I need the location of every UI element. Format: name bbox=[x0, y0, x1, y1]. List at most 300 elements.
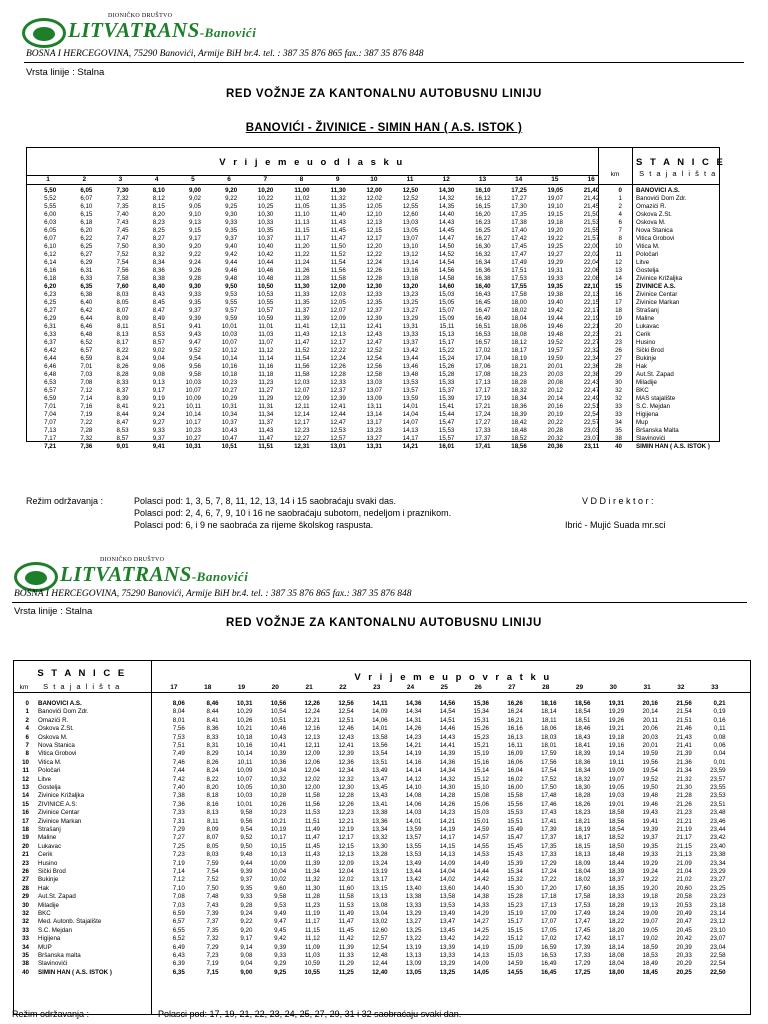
time-cell: 0,06 bbox=[713, 742, 726, 749]
time-cell: 7,42 bbox=[172, 775, 185, 783]
time-cell: 12,60 bbox=[372, 926, 388, 934]
time-cell: 10,32 bbox=[270, 775, 287, 783]
time-cell: 12,15 bbox=[366, 227, 382, 234]
time-cell: 21,43 bbox=[676, 733, 692, 741]
time-cell: 12,58 bbox=[366, 371, 382, 378]
time-cell: 23,57 bbox=[710, 775, 726, 783]
time-cell: 6,29 bbox=[44, 315, 57, 322]
km-cell: 19 bbox=[22, 834, 29, 842]
time-cell: 8,36 bbox=[206, 725, 219, 733]
time-cell: 15,28 bbox=[438, 371, 455, 378]
time-cell: 11,13 bbox=[294, 219, 310, 226]
time-cell: 19,18 bbox=[547, 219, 563, 226]
time-cell: 10,18 bbox=[221, 371, 238, 378]
table-row bbox=[0, 419, 768, 427]
time-cell: 8,23 bbox=[152, 219, 165, 226]
time-cell: 17,25 bbox=[511, 187, 527, 194]
time-cell: 14,19 bbox=[473, 943, 489, 951]
time-cell: 12,30 bbox=[366, 283, 382, 290]
table2-col-number: 31 bbox=[643, 684, 651, 691]
station-name: Bukinje bbox=[38, 876, 59, 884]
time-cell: 13,07 bbox=[366, 387, 382, 394]
table2-col-number: 21 bbox=[305, 684, 313, 691]
time-cell: 19,33 bbox=[547, 275, 563, 282]
time-cell: 14,40 bbox=[438, 211, 455, 218]
table-row bbox=[0, 767, 768, 775]
time-cell: 9,25 bbox=[225, 203, 238, 210]
time-cell: 21,51 bbox=[676, 716, 692, 724]
time-cell: 22,50 bbox=[710, 968, 726, 976]
time-cell: 22,02 bbox=[583, 251, 600, 258]
time-cell: 12,17 bbox=[338, 834, 354, 842]
time-cell: 9,41 bbox=[152, 443, 165, 450]
time-cell: 14,40 bbox=[473, 884, 489, 892]
time-cell: 20,16 bbox=[547, 403, 563, 410]
time-cell: 10,59 bbox=[257, 315, 274, 322]
time-cell: 15,07 bbox=[438, 307, 455, 314]
time-cell: 21,55 bbox=[583, 227, 600, 234]
time-cell: 16,26 bbox=[507, 700, 523, 707]
time-cell: 13,09 bbox=[405, 960, 422, 968]
section1-note-2: Polasci pod: 2, 4, 6, 7, 9, 10 i 16 ne saobraćaju subotom, nedeljom i praznikom. bbox=[134, 508, 452, 518]
time-cell: 15,30 bbox=[507, 884, 523, 892]
time-cell: 21,56 bbox=[676, 700, 692, 707]
time-cell: 11,18 bbox=[258, 371, 274, 378]
time-cell: 11,22 bbox=[294, 251, 310, 258]
table1-col-number: 1 bbox=[46, 176, 50, 183]
time-cell: 18,42 bbox=[511, 419, 527, 426]
time-cell: 15,12 bbox=[507, 935, 523, 943]
time-cell: 7,10 bbox=[172, 884, 185, 892]
time-cell: 12,31 bbox=[294, 443, 310, 450]
time-cell: 8,20 bbox=[206, 784, 219, 791]
time-cell: 15,14 bbox=[473, 767, 489, 775]
table-row bbox=[0, 195, 768, 203]
time-cell: 15,06 bbox=[473, 800, 489, 808]
time-cell: 8,16 bbox=[206, 800, 219, 808]
time-cell: 7,46 bbox=[172, 758, 185, 766]
time-cell: 8,24 bbox=[206, 767, 219, 775]
time-cell: 7,36 bbox=[172, 800, 185, 808]
time-cell: 15,08 bbox=[473, 792, 489, 800]
time-cell: 8,06 bbox=[172, 700, 185, 707]
km-cell: 13 bbox=[22, 784, 29, 791]
time-cell: 8,46 bbox=[206, 700, 219, 707]
time-cell: 13,31 bbox=[366, 443, 382, 450]
time-cell: 12,24 bbox=[330, 355, 346, 362]
time-cell: 6,20 bbox=[80, 227, 93, 234]
km-cell: 30 bbox=[615, 379, 622, 386]
time-cell: 18,32 bbox=[574, 775, 591, 783]
time-cell: 8,33 bbox=[206, 733, 219, 741]
time-cell: 8,17 bbox=[116, 339, 129, 346]
km-cell: 1 bbox=[25, 708, 29, 716]
time-cell: 12,13 bbox=[366, 219, 382, 226]
time-cell: 9,00 bbox=[188, 187, 201, 194]
time-cell: 21,39 bbox=[676, 750, 692, 758]
time-cell: 10,59 bbox=[304, 960, 320, 968]
time-cell: 19,02 bbox=[642, 935, 658, 943]
time-cell: 15,32 bbox=[507, 876, 523, 884]
time-cell: 9,42 bbox=[225, 251, 238, 258]
table1-stations-header: S T A N I C E bbox=[636, 157, 726, 168]
time-cell: 17,29 bbox=[541, 859, 557, 867]
time-cell: 9,33 bbox=[225, 219, 238, 226]
time-cell: 20,03 bbox=[642, 733, 658, 741]
time-cell: 20,11 bbox=[642, 716, 658, 724]
time-cell: 9,60 bbox=[274, 884, 287, 892]
time-cell: 6,49 bbox=[172, 943, 185, 951]
km-cell: 13 bbox=[615, 267, 622, 274]
km-cell: 15 bbox=[22, 800, 29, 808]
time-cell: 23,40 bbox=[710, 842, 726, 850]
time-cell: 7,56 bbox=[172, 725, 185, 733]
km-cell: 15 bbox=[615, 283, 622, 290]
time-cell: 17,46 bbox=[541, 800, 557, 808]
km-cell: 21 bbox=[615, 331, 622, 338]
time-cell: 10,44 bbox=[257, 259, 274, 266]
time-cell: 11,10 bbox=[294, 211, 310, 218]
station-name: S.C. Mejdan bbox=[636, 403, 671, 410]
table-row bbox=[0, 734, 768, 742]
time-cell: 11,50 bbox=[330, 243, 346, 250]
time-cell: 12,02 bbox=[338, 876, 354, 884]
time-cell: 15,23 bbox=[473, 733, 489, 741]
table-row bbox=[0, 235, 768, 243]
time-cell: 22,10 bbox=[583, 283, 600, 290]
time-cell: 18,53 bbox=[642, 952, 658, 959]
time-cell: 17,56 bbox=[541, 758, 557, 766]
time-cell: 14,23 bbox=[439, 809, 456, 817]
time-cell: 12,04 bbox=[304, 767, 320, 775]
time-cell: 6,22 bbox=[80, 235, 93, 242]
time-cell: 21,46 bbox=[676, 725, 692, 733]
time-cell: 8,24 bbox=[116, 355, 129, 362]
time-cell: 18,00 bbox=[511, 299, 527, 306]
time-cell: 14,14 bbox=[405, 767, 422, 775]
time-cell: 13,04 bbox=[372, 910, 388, 917]
km-cell: 11 bbox=[615, 251, 622, 258]
time-cell: 8,51 bbox=[152, 323, 165, 330]
time-cell: 9,48 bbox=[240, 851, 253, 859]
table-row bbox=[0, 868, 768, 876]
time-cell: 10,34 bbox=[270, 767, 287, 775]
time-cell: 17,07 bbox=[541, 918, 557, 926]
time-cell: 6,07 bbox=[80, 195, 93, 202]
time-cell: 7,03 bbox=[172, 901, 185, 909]
time-cell: 7,27 bbox=[172, 834, 185, 842]
time-cell: 17,02 bbox=[541, 935, 557, 943]
km-cell: 6 bbox=[618, 219, 622, 226]
time-cell: 12,37 bbox=[366, 307, 382, 314]
time-cell: 13,20 bbox=[402, 283, 419, 290]
table2-col-number: 33 bbox=[711, 684, 719, 691]
time-cell: 14,54 bbox=[438, 259, 455, 266]
time-cell: 9,08 bbox=[240, 952, 253, 959]
km-cell: 2 bbox=[618, 203, 622, 210]
time-cell: 8,13 bbox=[206, 809, 219, 817]
time-cell: 13,54 bbox=[372, 750, 388, 758]
line-type: Vrsta linije : Stalna bbox=[26, 67, 105, 78]
km-cell: 6 bbox=[25, 733, 29, 741]
time-cell: 20,47 bbox=[676, 918, 692, 926]
time-cell: 21,17 bbox=[676, 834, 692, 842]
time-cell: 13,05 bbox=[405, 968, 422, 976]
time-cell: 12,09 bbox=[294, 395, 310, 402]
time-cell: 9,20 bbox=[240, 926, 253, 934]
time-cell: 13,42 bbox=[439, 935, 456, 943]
time-cell: 19,46 bbox=[547, 323, 563, 330]
time-cell: 18,41 bbox=[574, 742, 591, 749]
time-cell: 19,13 bbox=[642, 901, 658, 909]
time-cell: 13,27 bbox=[366, 435, 382, 442]
time-cell: 13,17 bbox=[372, 876, 388, 884]
table-row bbox=[0, 299, 768, 307]
time-cell: 8,57 bbox=[116, 435, 129, 442]
table1-col-number: 5 bbox=[191, 176, 195, 183]
section2-notes-label: Režim održavanja : bbox=[12, 1009, 90, 1019]
time-cell: 0,16 bbox=[713, 716, 726, 724]
table2-col-number: 26 bbox=[474, 684, 482, 691]
time-cell: 14,33 bbox=[473, 901, 489, 909]
time-cell: 10,15 bbox=[270, 842, 287, 850]
time-cell: 18,04 bbox=[574, 868, 591, 875]
time-cell: 19,43 bbox=[642, 809, 658, 817]
table-row bbox=[0, 275, 768, 283]
time-cell: 6,44 bbox=[80, 315, 93, 322]
time-cell: 14,46 bbox=[439, 725, 456, 733]
time-cell: 6,25 bbox=[80, 243, 93, 250]
time-cell: 9,30 bbox=[225, 211, 238, 218]
table-row bbox=[0, 371, 768, 379]
time-cell: 12,23 bbox=[294, 427, 310, 434]
table-row bbox=[0, 411, 768, 419]
time-cell: 11,56 bbox=[294, 363, 310, 370]
time-cell: 6,00 bbox=[44, 211, 57, 218]
time-cell: 21,28 bbox=[676, 792, 692, 800]
time-cell: 10,31 bbox=[185, 443, 201, 450]
time-cell: 7,54 bbox=[206, 868, 219, 875]
time-cell: 6,15 bbox=[80, 211, 93, 218]
time-cell: 9,33 bbox=[188, 291, 201, 298]
time-cell: 8,05 bbox=[206, 842, 219, 850]
time-cell: 10,27 bbox=[221, 387, 238, 394]
time-cell: 10,37 bbox=[257, 235, 274, 242]
time-cell: 19,09 bbox=[608, 767, 625, 775]
time-cell: 11,45 bbox=[338, 926, 354, 934]
time-cell: 11,35 bbox=[294, 299, 310, 306]
station-name: Živinice Križaljka bbox=[636, 275, 683, 282]
time-cell: 23,10 bbox=[710, 926, 726, 934]
time-cell: 12,17 bbox=[366, 235, 382, 242]
station-name: Mup bbox=[636, 419, 649, 426]
time-cell: 9,59 bbox=[225, 315, 238, 322]
time-cell: 12,41 bbox=[366, 323, 382, 330]
time-cell: 8,07 bbox=[116, 307, 129, 314]
time-cell: 17,37 bbox=[541, 834, 557, 842]
time-cell: 21,15 bbox=[676, 842, 692, 850]
time-cell: 10,11 bbox=[185, 403, 201, 410]
time-cell: 23,38 bbox=[710, 851, 726, 859]
station-name: Šički Brod bbox=[636, 347, 664, 354]
table2-col-number: 25 bbox=[440, 684, 448, 691]
time-cell: 17,42 bbox=[511, 235, 527, 242]
station-name: Vitica Grobovi bbox=[38, 750, 77, 758]
km-cell: 23 bbox=[615, 339, 622, 346]
time-cell: 16,43 bbox=[475, 291, 491, 298]
time-cell: 19,20 bbox=[642, 884, 658, 892]
time-cell: 12,28 bbox=[330, 371, 346, 378]
time-cell: 20,49 bbox=[676, 910, 692, 917]
time-cell: 12,02 bbox=[304, 775, 320, 783]
time-cell: 15,17 bbox=[507, 918, 523, 926]
table-row bbox=[0, 403, 768, 411]
time-cell: 8,37 bbox=[116, 387, 129, 394]
km-cell: 17 bbox=[22, 817, 29, 825]
time-cell: 13,47 bbox=[439, 918, 456, 926]
time-cell: 12,35 bbox=[366, 299, 382, 306]
time-cell: 8,05 bbox=[116, 299, 129, 306]
time-cell: 20,01 bbox=[547, 363, 563, 370]
time-cell: 10,05 bbox=[236, 784, 253, 791]
time-cell: 10,14 bbox=[185, 411, 201, 418]
time-cell: 7,44 bbox=[172, 767, 185, 775]
time-cell: 19,07 bbox=[547, 195, 563, 202]
time-cell: 13,13 bbox=[405, 952, 422, 959]
km-cell: 40 bbox=[22, 968, 29, 976]
table-row bbox=[0, 363, 768, 371]
time-cell: 15,47 bbox=[507, 834, 523, 842]
time-cell: 17,13 bbox=[541, 901, 557, 909]
time-cell: 19,14 bbox=[608, 750, 625, 758]
station-name: Higijena bbox=[38, 935, 61, 943]
table-row bbox=[0, 910, 768, 918]
time-cell: 18,52 bbox=[511, 435, 527, 442]
time-cell: 11,37 bbox=[258, 419, 274, 426]
time-cell: 18,36 bbox=[511, 403, 527, 410]
time-cell: 11,05 bbox=[294, 203, 310, 210]
time-cell: 18,13 bbox=[574, 851, 591, 859]
table-row bbox=[0, 792, 768, 800]
time-cell: 16,16 bbox=[507, 725, 523, 733]
company-logo-icon bbox=[14, 562, 58, 592]
station-name: Nova Stanica bbox=[38, 742, 75, 749]
table-row bbox=[0, 927, 768, 935]
time-cell: 17,06 bbox=[475, 363, 491, 370]
time-cell: 10,53 bbox=[257, 291, 274, 298]
time-cell: 17,24 bbox=[541, 868, 557, 875]
brand-name: LITVATRANS-Banovići bbox=[60, 562, 249, 586]
time-cell: 13,33 bbox=[439, 952, 456, 959]
table-row bbox=[0, 809, 768, 817]
time-cell: 11,32 bbox=[304, 876, 320, 884]
km-cell: 30 bbox=[22, 901, 29, 909]
time-cell: 12,05 bbox=[366, 203, 382, 210]
table-row bbox=[0, 784, 768, 792]
time-cell: 12,44 bbox=[372, 960, 388, 968]
time-cell: 18,48 bbox=[511, 427, 527, 434]
time-cell: 22,43 bbox=[583, 379, 600, 386]
time-cell: 17,24 bbox=[475, 411, 491, 418]
km-cell: 29 bbox=[22, 893, 29, 901]
time-cell: 14,51 bbox=[439, 716, 456, 724]
time-cell: 18,03 bbox=[541, 733, 557, 741]
time-cell: 11,47 bbox=[330, 235, 346, 242]
time-cell: 7,12 bbox=[80, 387, 93, 394]
time-cell: 16,21 bbox=[507, 716, 523, 724]
time-cell: 14,12 bbox=[405, 775, 422, 783]
station-name: Miladije bbox=[636, 379, 657, 386]
time-cell: 11,25 bbox=[338, 968, 354, 976]
km-cell: 21 bbox=[22, 851, 29, 859]
time-cell: 11,35 bbox=[330, 203, 346, 210]
table2-col-number: 32 bbox=[677, 684, 685, 691]
time-cell: 13,16 bbox=[402, 267, 419, 274]
time-cell: 13,24 bbox=[372, 859, 388, 867]
time-cell: 11,58 bbox=[304, 792, 320, 800]
time-cell: 21,21 bbox=[676, 817, 692, 825]
km-cell: 16 bbox=[615, 291, 622, 298]
table-row bbox=[0, 700, 768, 708]
time-cell: 10,51 bbox=[221, 443, 238, 450]
time-cell: 6,10 bbox=[80, 203, 93, 210]
table-row bbox=[0, 267, 768, 275]
time-cell: 8,39 bbox=[116, 395, 129, 402]
time-cell: 8,53 bbox=[152, 331, 165, 338]
time-cell: 13,03 bbox=[366, 379, 382, 386]
time-cell: 20,28 bbox=[547, 427, 563, 434]
table-row bbox=[0, 843, 768, 851]
time-cell: 17,38 bbox=[511, 219, 527, 226]
km-cell: 33 bbox=[615, 411, 622, 418]
time-cell: 10,12 bbox=[221, 347, 238, 354]
time-cell: 14,01 bbox=[402, 403, 419, 410]
time-cell: 12,26 bbox=[366, 267, 382, 274]
km-cell: 26 bbox=[615, 347, 622, 354]
table2-col-number: 30 bbox=[609, 684, 617, 691]
table1-col-number: 9 bbox=[335, 176, 340, 183]
time-cell: 13,45 bbox=[372, 784, 388, 791]
time-cell: 11,47 bbox=[304, 834, 320, 842]
station-name: Oskova M. bbox=[38, 733, 68, 741]
time-cell: 13,60 bbox=[439, 884, 456, 892]
time-cell: 11,24 bbox=[294, 259, 310, 266]
table1-col-number: 15 bbox=[551, 176, 559, 183]
time-cell: 6,48 bbox=[80, 331, 93, 338]
time-cell: 19,18 bbox=[608, 733, 625, 741]
time-cell: 14,27 bbox=[473, 918, 489, 926]
station-name: Strašanj bbox=[38, 826, 61, 833]
time-cell: 14,05 bbox=[473, 968, 489, 976]
time-cell: 11,53 bbox=[338, 901, 354, 909]
time-cell: 12,37 bbox=[330, 387, 346, 394]
time-cell: 7,14 bbox=[172, 868, 185, 875]
time-cell: 21,30 bbox=[676, 784, 692, 791]
time-cell: 15,28 bbox=[507, 893, 523, 901]
time-cell: 20,25 bbox=[676, 968, 692, 976]
time-cell: 10,21 bbox=[270, 817, 287, 825]
time-cell: 17,43 bbox=[541, 809, 557, 817]
time-cell: 12,03 bbox=[294, 379, 310, 386]
time-cell: 12,14 bbox=[294, 411, 310, 418]
time-cell: 18,19 bbox=[511, 355, 527, 362]
time-cell: 9,58 bbox=[274, 893, 287, 901]
station-name: Litve bbox=[38, 775, 52, 783]
time-cell: 15,01 bbox=[473, 817, 489, 825]
time-cell: 13,23 bbox=[366, 427, 382, 434]
time-cell: 17,45 bbox=[511, 243, 527, 250]
time-cell: 10,23 bbox=[185, 427, 201, 434]
